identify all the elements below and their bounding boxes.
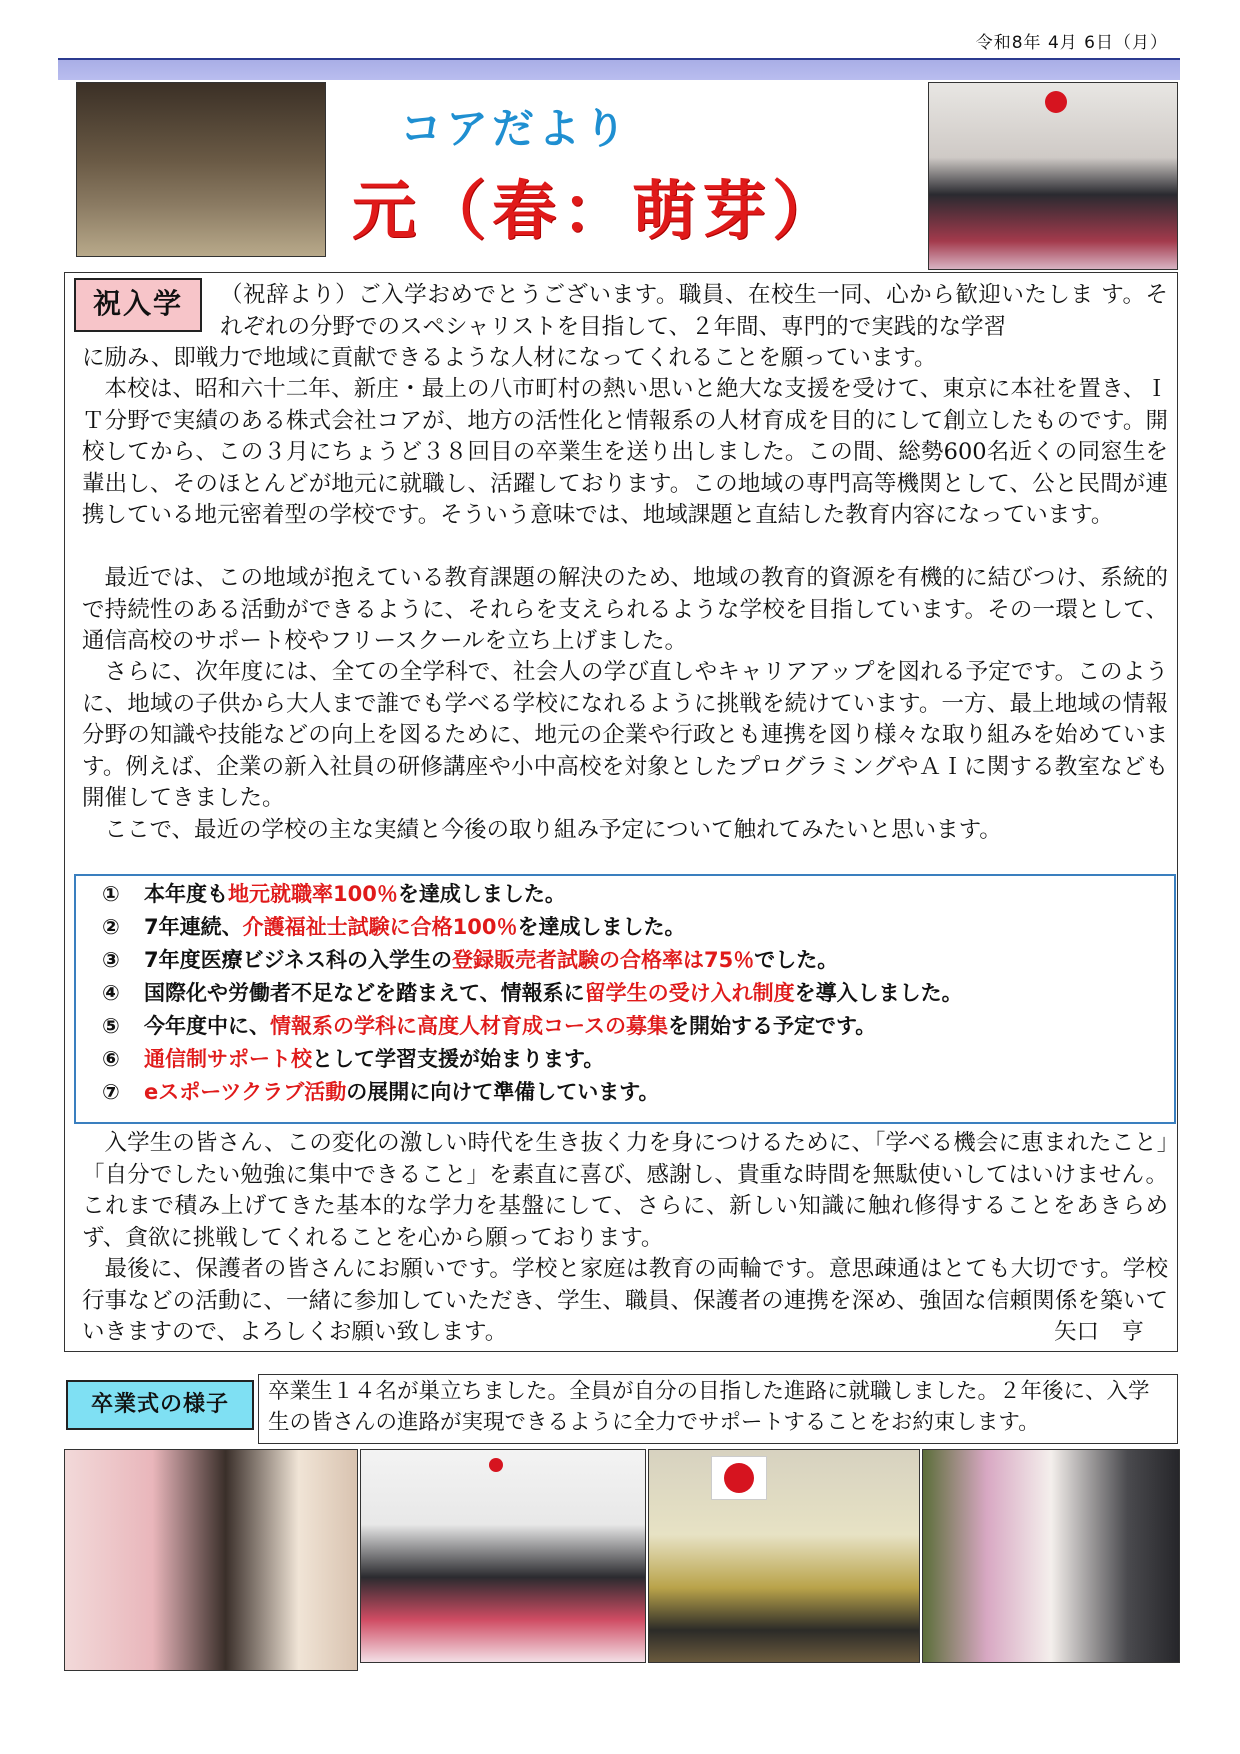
- achievements-list: [102, 878, 963, 1109]
- list-item: ③ 7年度医療ビジネス科の入学生の登録販売者試験の合格率は75％でした。: [102, 948, 839, 972]
- japan-flag-icon: [1045, 91, 1067, 113]
- list-item: ① 本年度も地元就職率100％を達成しました。: [102, 882, 566, 906]
- list-item: ⑦ eスポーツクラブ活動の展開に向けて準備しています。: [102, 1080, 660, 1104]
- signature: 矢口 亨: [1053, 1319, 1144, 1345]
- list-item: ④ 国際化や労働者不足などを踏まえて、情報系に留学生の受け入れ制度を導入しました。: [102, 981, 963, 1005]
- recent-paragraph: 最近では、この地域が抱えている教育課題の解決のため、地域の教育的資源を有機的に結びつけ、系統的で持続性のある活動ができるように、それらを支えられるような学校を目指しています。その一環として、通信高校のサポート校やフリースクールを立ち上げました。: [82, 565, 1168, 654]
- japan-flag-icon: [724, 1463, 754, 1493]
- newsletter-name: コアだより: [400, 104, 631, 153]
- history-paragraph: 本校は、昭和六十二年、新庄・最上の八市町村の熱い思いと絶大な支援を受けて、東京に本社を置き、ＩＴ分野で実績のある株式会社コアが、地方の活性化と情報系の人材育成を目的にして創立したものです。開校してから、この３月にちょうど３８回目の卒業生を送り出しました。この間、総勢600名近くの同窓生を輩出し、そのほとんどが地元に就職し、活躍しております。この地域の専門高等機関として、公と民間が連携している地元密着型の学校です。そういう意味では、地域課題と直結した教育内容になっています。: [82, 376, 1168, 528]
- photo-diploma-presentation: [64, 1449, 358, 1671]
- students-message-paragraph: 入学生の皆さん、この変化の激しい時代を生き抜く力を身につけるために、「学べる機会に恵まれたこと」「自分でしたい勉強に集中できること」を素直に喜び、感謝し、貴重な時間を無駄使いしてはいけません。これまで積み上げてきた基本的な学力を基盤にして、さらに、新しい知識に触れ修得することをあきらめず、貪欲に挑戦してくれることを心から願っております。: [82, 1130, 1168, 1251]
- header-banner: [58, 60, 1180, 80]
- photo-graduation-group: [360, 1449, 646, 1663]
- photo-graduates-group: [928, 82, 1178, 270]
- list-item: ⑥ 通信制サポート校として学習支援が始まります。: [102, 1047, 605, 1071]
- intro-achievements-paragraph: ここで、最近の学校の主な実績と今後の取り組み予定について触れてみたいと思います。: [104, 817, 1002, 843]
- nyugaku-badge: 祝入学: [74, 278, 202, 332]
- list-item: ② 7年連続、介護福祉士試験に合格100％を達成しました。: [102, 915, 686, 939]
- parents-message-paragraph: 最後に、保護者の皆さんにお願いです。学校と家庭は教育の両輪です。意思疎通はとても大切です。学校行事などの活動に、一緒に参加していただき、学生、職員、保護者の連携を深め、強固な信頼関係を築いていきますので、よろしくお願い致します。: [82, 1256, 1168, 1345]
- greeting-paragraph-end: に励み、即戦力で地域に貢献できるような人材になってくれることを願っています。: [82, 345, 937, 371]
- issue-title: 元（春：萌芽）: [352, 175, 842, 249]
- issue-date: 令和8年 4月 6日（月）: [975, 33, 1168, 53]
- photo-speech-podium: [648, 1449, 920, 1663]
- sotsugyo-badge: 卒業式の様子: [66, 1380, 254, 1430]
- greeting-paragraph-start: （祝辞より）ご入学おめでとうございます。職員、在校生一同、心から歓迎いたしま す。それぞれの分野でのスペシャリストを目指して、２年間、専門的で実践的な学習: [220, 282, 1168, 340]
- sotsugyo-text: 卒業生１４名が巣立ちました。全員が自分の目指した進路に就職しました。２年後に、入学生の皆さんの進路が実現できるように全力でサポートすることをお約束します。: [268, 1379, 1150, 1435]
- japan-flag-icon: [489, 1458, 503, 1472]
- flag-panel: [711, 1456, 767, 1500]
- photo-award-handover: [922, 1449, 1180, 1663]
- plans-paragraph: さらに、次年度には、全ての全学科で、社会人の学び直しやキャリアアップを図れる予定です。このように、地域の子供から大人まで誰でも学べる学校になれるように挑戦を続けています。一方、最上地域の情報分野の知識や技能などの向上を図るために、地元の企業や行政とも連携を図り様々な取り組みを始めています。例えば、企業の新入社員の研修講座や小中高校を対象としたプログラミングやＡＩに関する教室なども開催してきました。: [82, 659, 1168, 811]
- list-item: ⑤ 今年度中に、情報系の学科に高度人材育成コースの募集を開始する予定です。: [102, 1014, 877, 1038]
- photo-students-bouquet: [76, 82, 326, 257]
